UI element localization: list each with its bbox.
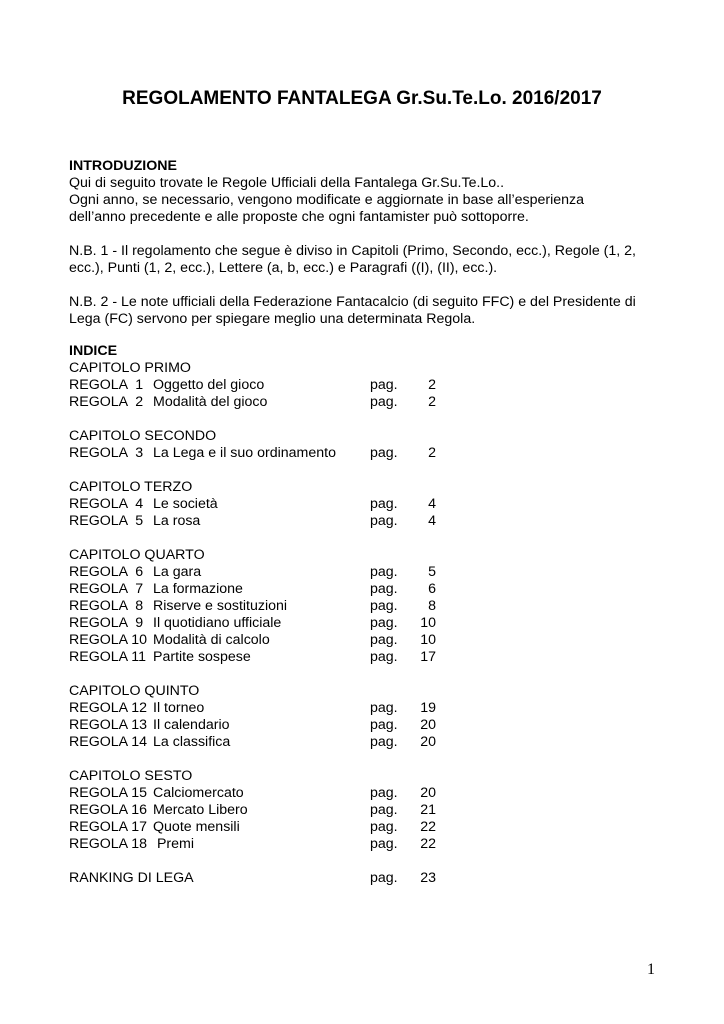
rule-number: REGOLA 5	[69, 513, 144, 529]
pag-label: pag.	[370, 819, 398, 835]
rule-description: Modalità del gioco	[153, 394, 268, 410]
rule-number: REGOLA 13	[69, 717, 148, 733]
nb2-line: Lega (FC) servono per spiegare meglio una determinata Regola.	[69, 311, 476, 327]
rule-description: Il torneo	[153, 700, 205, 716]
index-rule-row	[69, 819, 436, 836]
pag-label: pag.	[370, 717, 398, 733]
index-rule-row	[69, 615, 436, 632]
page-ref: 23	[420, 870, 436, 886]
rule-description: Le società	[153, 496, 218, 512]
index-rule-row	[69, 734, 436, 751]
rule-number: REGOLA 16	[69, 802, 148, 818]
rule-number: REGOLA 11	[69, 649, 147, 665]
rule-number: REGOLA 12	[69, 700, 148, 716]
chapter-list	[69, 360, 436, 853]
nb2-line: N.B. 2 - Le note ufficiali della Federazione Fantacalcio (di seguito FFC) e del Presidente di	[69, 294, 636, 310]
page-ref: 10	[420, 615, 436, 631]
pag-label: pag.	[370, 445, 398, 461]
rule-description: Calciomercato	[153, 785, 244, 801]
index-rule-row	[69, 649, 436, 666]
index-rule-row	[69, 802, 436, 819]
index-rule-row	[69, 445, 436, 462]
index-heading: INDICE	[69, 343, 118, 359]
rule-description: Modalità di calcolo	[153, 632, 270, 648]
rule-description: Quote mensili	[153, 819, 240, 835]
page-ref: 20	[420, 717, 436, 733]
intro-line: Qui di seguito trovate le Regole Ufficiali della Fantalega Gr.Su.Te.Lo..	[69, 175, 505, 191]
page-ref: 6	[428, 581, 436, 597]
index-rule-row	[69, 632, 436, 649]
rule-number: REGOLA 1	[69, 377, 144, 393]
rule-number: REGOLA 18	[69, 836, 148, 852]
index-rule-row	[69, 513, 436, 530]
pag-label: pag.	[370, 377, 398, 393]
pag-label: pag.	[370, 734, 398, 750]
rule-description: Partite sospese	[153, 649, 251, 665]
rule-number: REGOLA 6	[69, 564, 144, 580]
rule-description: La classifica	[153, 734, 231, 750]
page-ref: 21	[420, 802, 436, 818]
pag-label: pag.	[370, 581, 398, 597]
intro-line: Ogni anno, se necessario, vengono modificate e aggiornate in base all’esperienza	[69, 192, 585, 208]
index-rule-row	[69, 581, 436, 598]
rule-description: Mercato Libero	[153, 802, 248, 818]
nb1-line: N.B. 1 - Il regolamento che segue è diviso in Capitoli (Primo, Secondo, ecc.), Regole (1, 2,	[69, 243, 636, 259]
index-rule-row	[69, 836, 436, 853]
pag-label: pag.	[370, 496, 398, 512]
page-ref: 22	[420, 819, 436, 835]
index-rule-row	[69, 564, 436, 581]
index-rule-row	[69, 496, 436, 513]
page-ref: 4	[428, 513, 436, 529]
rule-description: La formazione	[153, 581, 243, 597]
index-rule-row	[69, 377, 436, 394]
page-ref: 2	[428, 445, 436, 461]
index-rule-row	[69, 717, 436, 734]
pag-label: pag.	[370, 394, 398, 410]
nb1-line: ecc.), Punti (1, 2, ecc.), Lettere (a, b, ecc.) e Paragrafi ((I), (II), ecc.).	[69, 260, 498, 276]
chapter-title: CAPITOLO QUINTO	[69, 683, 200, 699]
index-rule-row	[69, 700, 436, 717]
rule-number: REGOLA 8	[69, 598, 144, 614]
page-ref: 20	[420, 734, 436, 750]
pag-label: pag.	[370, 802, 398, 818]
index-section	[69, 343, 436, 887]
rule-description: La Lega e il suo ordinamento	[153, 445, 336, 461]
pag-label: pag.	[370, 513, 398, 529]
chapter-title: CAPITOLO QUARTO	[69, 547, 205, 563]
pag-label: pag.	[370, 836, 398, 852]
index-rule-row	[69, 598, 436, 615]
rule-number: REGOLA 4	[69, 496, 144, 512]
page-ref: 17	[420, 649, 436, 665]
page-ref: 2	[428, 377, 436, 393]
rule-number: REGOLA 9	[69, 615, 144, 631]
page-ref: 4	[428, 496, 436, 512]
rule-description: Il calendario	[153, 717, 230, 733]
pag-label: pag.	[370, 870, 398, 886]
pag-label: pag.	[370, 649, 398, 665]
ranking-row	[69, 870, 436, 887]
intro-heading: INTRODUZIONE	[69, 158, 177, 174]
rule-description: Oggetto del gioco	[153, 377, 265, 393]
pag-label: pag.	[370, 564, 398, 580]
chapter-title: CAPITOLO PRIMO	[69, 360, 191, 376]
rule-number: REGOLA 7	[69, 581, 144, 597]
index-rule-row	[69, 394, 436, 411]
page-ref: 5	[428, 564, 436, 580]
page-ref: 10	[420, 632, 436, 648]
rule-description: La rosa	[153, 513, 201, 529]
rule-number: REGOLA 3	[69, 445, 144, 461]
pag-label: pag.	[370, 700, 398, 716]
page-ref: 2	[428, 394, 436, 410]
pag-label: pag.	[370, 785, 398, 801]
rule-number: REGOLA 14	[69, 734, 148, 750]
chapter-title: CAPITOLO SECONDO	[69, 428, 217, 444]
document-title: REGOLAMENTO FANTALEGA Gr.Su.Te.Lo. 2016/2017	[122, 88, 602, 109]
pag-label: pag.	[370, 632, 398, 648]
page-ref: 19	[420, 700, 436, 716]
pag-label: pag.	[370, 615, 398, 631]
rule-description: Premi	[153, 836, 194, 852]
rule-description: La gara	[153, 564, 202, 580]
chapter-title: CAPITOLO TERZO	[69, 479, 193, 495]
page-ref: 22	[420, 836, 436, 852]
index-rule-row	[69, 785, 436, 802]
rule-description: Il quotidiano ufficiale	[153, 615, 282, 631]
page-ref: 8	[428, 598, 436, 614]
rule-description: Riserve e sostituzioni	[153, 598, 288, 614]
page-number: 1	[647, 961, 655, 978]
chapter-title: CAPITOLO SESTO	[69, 768, 193, 784]
page-ref: 20	[420, 785, 436, 801]
intro-section	[69, 158, 636, 328]
intro-line: dell’anno precedente e alle proposte che ogni fantamister può sottoporre.	[69, 209, 529, 225]
pag-label: pag.	[370, 598, 398, 614]
rule-number: REGOLA 17	[69, 819, 148, 835]
rule-number: REGOLA 15	[69, 785, 148, 801]
ranking-label: RANKING DI LEGA	[69, 870, 194, 886]
rule-number: REGOLA 10	[69, 632, 148, 648]
rule-number: REGOLA 2	[69, 394, 144, 410]
